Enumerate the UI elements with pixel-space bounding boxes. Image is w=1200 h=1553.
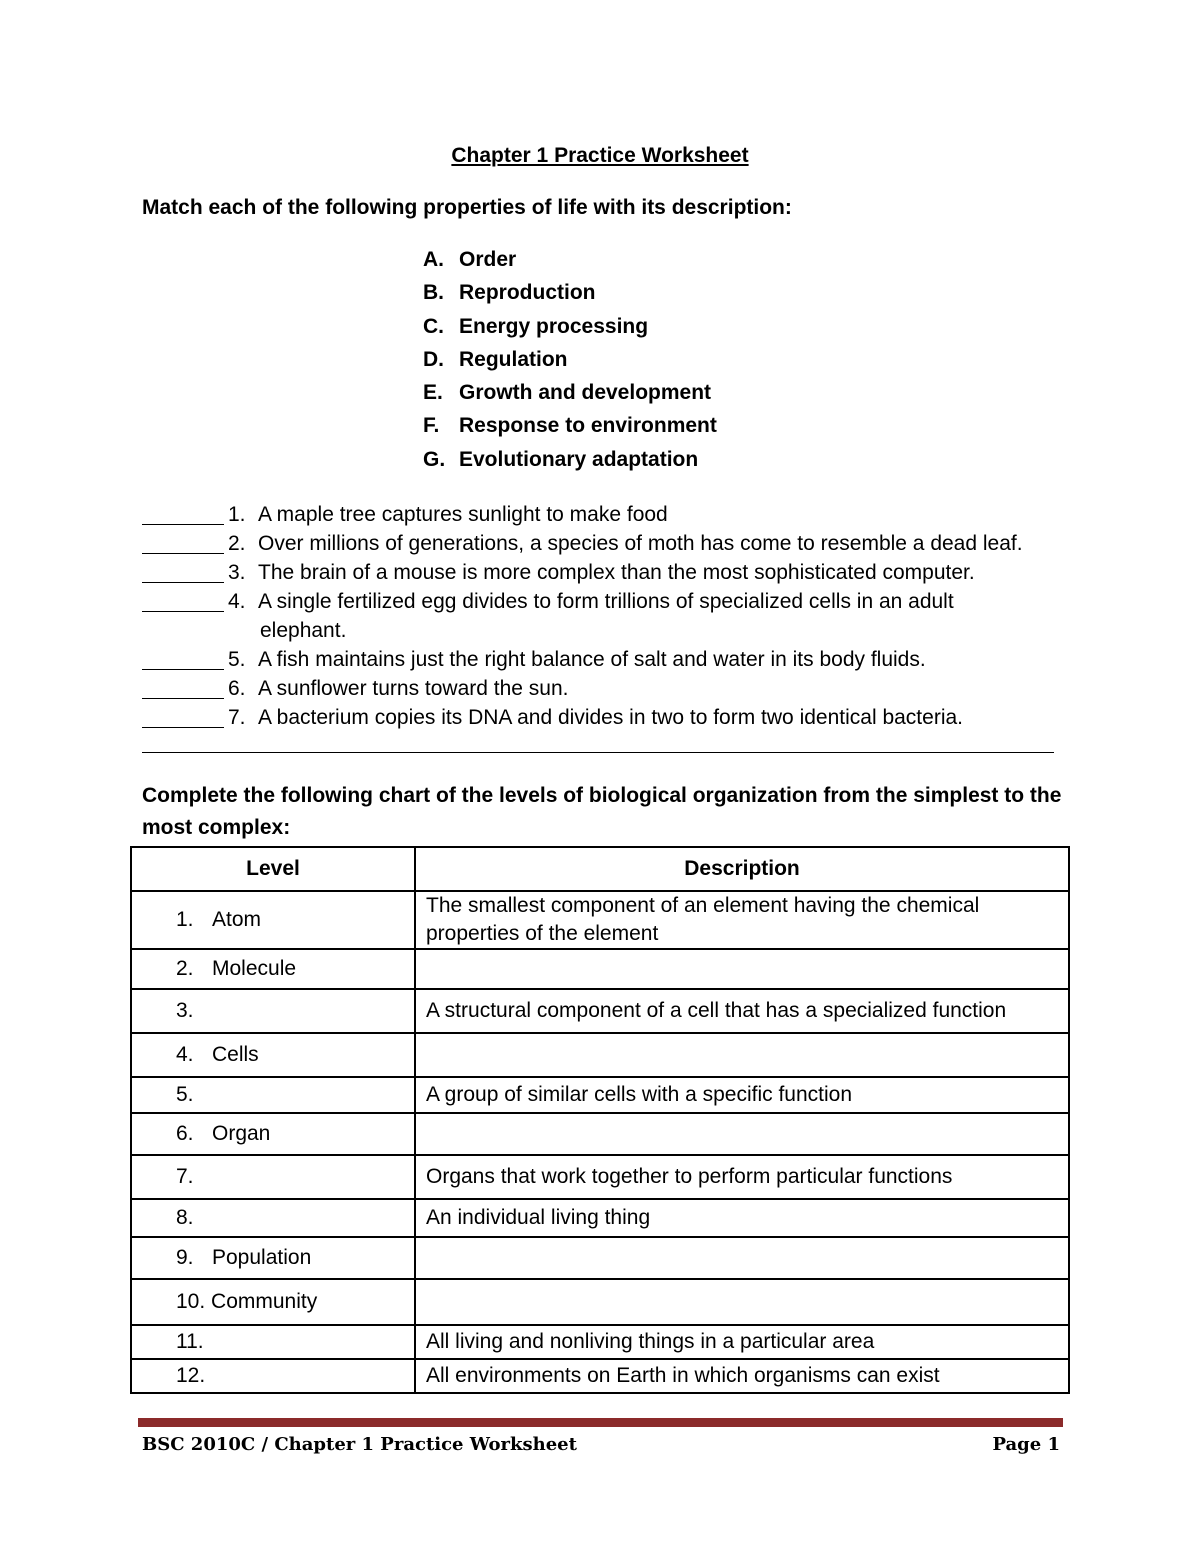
footer-page-number: Page 1 (992, 1434, 1060, 1455)
item-text-continuation: elephant. (260, 619, 347, 642)
matching-item (142, 529, 1038, 558)
table-row (131, 1199, 1069, 1237)
description-cell[interactable]: An individual living thing (415, 1199, 1069, 1237)
level-number: 11. (176, 1330, 204, 1353)
section-divider (142, 752, 1054, 753)
level-cell[interactable] (131, 1155, 415, 1199)
matching-item-continuation (142, 616, 1038, 645)
level-cell[interactable] (131, 1077, 415, 1113)
property-item (423, 448, 717, 481)
description-cell[interactable]: Organs that work together to perform particular functions (415, 1155, 1069, 1199)
item-number: 5. (228, 648, 246, 671)
level-cell[interactable] (131, 1325, 415, 1359)
property-item (423, 348, 717, 381)
chart-instruction: Complete the following chart of the levels of biological organization from the simplest to the most complex: (142, 784, 1062, 839)
matching-item (142, 703, 1038, 732)
level-number: 6. (176, 1122, 194, 1145)
item-text: A fish maintains just the right balance of salt and water in its body fluids. (258, 648, 926, 671)
item-text: The brain of a mouse is more complex than the most sophisticated computer. (258, 561, 975, 584)
description-cell[interactable] (415, 1113, 1069, 1155)
properties-list (423, 248, 717, 481)
level-name: Molecule (212, 957, 297, 980)
level-number: 9. (176, 1246, 194, 1269)
level-number: 3. (176, 999, 194, 1022)
level-cell[interactable] (131, 1237, 415, 1279)
footer-bar (138, 1418, 1063, 1427)
level-cell[interactable] (131, 891, 415, 949)
matching-item (142, 645, 1038, 674)
answer-blank[interactable] (142, 560, 224, 583)
property-label: Evolutionary adaptation (459, 447, 699, 471)
item-text: Over millions of generations, a species of moth has come to resemble a dead leaf. (258, 532, 1023, 555)
property-label: Reproduction (459, 281, 596, 305)
table-row (131, 1237, 1069, 1279)
description-cell[interactable]: A structural component of a cell that has a specialized function (415, 989, 1069, 1033)
matching-item (142, 674, 1038, 703)
property-item (423, 414, 717, 447)
property-letter: E. (423, 381, 443, 405)
level-cell[interactable] (131, 1199, 415, 1237)
property-item (423, 381, 717, 414)
table-row (131, 989, 1069, 1033)
answer-blank[interactable] (142, 705, 224, 728)
level-name: Organ (212, 1122, 271, 1145)
level-name: Atom (212, 908, 262, 931)
description-cell[interactable]: The smallest component of an element having the chemical properties of the element (415, 891, 1069, 949)
header-description: Description (415, 847, 1069, 891)
property-item (423, 281, 717, 314)
level-cell[interactable] (131, 989, 415, 1033)
item-text: A sunflower turns toward the sun. (258, 677, 569, 700)
description-cell[interactable] (415, 1279, 1069, 1325)
property-letter: C. (423, 314, 444, 338)
description-cell[interactable]: All living and nonliving things in a particular area (415, 1325, 1069, 1359)
level-number: 12. (176, 1364, 206, 1387)
table-header-row (131, 847, 1069, 891)
item-number: 2. (228, 532, 246, 555)
level-number: 2. (176, 957, 194, 980)
item-number: 4. (228, 590, 246, 613)
item-number: 3. (228, 561, 246, 584)
footer-course-title: BSC 2010C / Chapter 1 Practice Worksheet (142, 1434, 577, 1455)
item-text: A maple tree captures sunlight to make food (258, 503, 668, 526)
answer-blank[interactable] (142, 647, 224, 670)
property-item (423, 315, 717, 348)
organization-table (130, 846, 1070, 1394)
description-cell[interactable]: All environments on Earth in which organisms can exist (415, 1359, 1069, 1393)
property-item (423, 248, 717, 281)
item-text: A bacterium copies its DNA and divides in two to form two identical bacteria. (258, 706, 963, 729)
property-label: Growth and development (459, 381, 712, 405)
level-name: Community (211, 1290, 318, 1313)
level-cell[interactable] (131, 949, 415, 989)
answer-blank[interactable] (142, 502, 224, 525)
item-number: 6. (228, 677, 246, 700)
level-cell[interactable] (131, 1279, 415, 1325)
level-number: 8. (176, 1206, 194, 1229)
level-number: 10. (176, 1290, 206, 1313)
item-number: 7. (228, 706, 246, 729)
matching-items (142, 500, 1038, 732)
level-cell[interactable] (131, 1359, 415, 1393)
property-letter: A. (423, 248, 444, 271)
table-row (131, 1279, 1069, 1325)
description-cell[interactable] (415, 1033, 1069, 1077)
page-title: Chapter 1 Practice Worksheet (451, 144, 749, 167)
table-row (131, 1033, 1069, 1077)
level-name: Cells (212, 1043, 259, 1066)
property-label: Energy processing (459, 314, 649, 338)
item-text: A single fertilized egg divides to form trillions of specialized cells in an adult (258, 590, 954, 613)
level-name: Population (212, 1246, 312, 1269)
table-row (131, 891, 1069, 949)
item-number: 1. (228, 503, 246, 526)
table-row (131, 1113, 1069, 1155)
property-label: Order (459, 248, 517, 271)
matching-item (142, 558, 1038, 587)
table-row (131, 1155, 1069, 1199)
description-cell[interactable]: A group of similar cells with a specific function (415, 1077, 1069, 1113)
answer-blank[interactable] (142, 676, 224, 699)
property-letter: G. (423, 447, 446, 471)
matching-item (142, 500, 1038, 529)
level-number: 7. (176, 1165, 194, 1188)
level-cell[interactable] (131, 1033, 415, 1077)
description-cell[interactable] (415, 949, 1069, 989)
matching-item (142, 587, 1038, 616)
answer-blank[interactable] (142, 589, 224, 612)
header-level: Level (131, 847, 415, 891)
property-label: Regulation (459, 347, 568, 371)
level-number: 4. (176, 1043, 194, 1066)
level-number: 1. (176, 908, 194, 931)
property-letter: F. (423, 414, 440, 438)
table-row (131, 1325, 1069, 1359)
property-label: Response to environment (459, 414, 717, 438)
level-number: 5. (176, 1083, 194, 1106)
description-cell[interactable] (415, 1237, 1069, 1279)
matching-instruction: Match each of the following properties of life with its description: (142, 196, 792, 219)
table-row (131, 949, 1069, 989)
table-row (131, 1359, 1069, 1393)
table-row (131, 1077, 1069, 1113)
property-letter: D. (423, 347, 444, 371)
answer-blank[interactable] (142, 531, 224, 554)
property-letter: B. (423, 281, 444, 305)
level-cell[interactable] (131, 1113, 415, 1155)
